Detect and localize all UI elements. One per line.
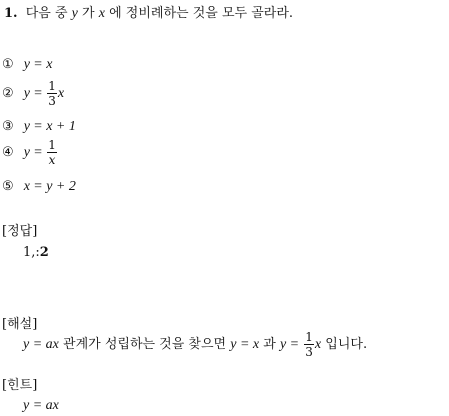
option-4 — [2, 139, 58, 166]
option-fraction — [47, 80, 57, 107]
option-lhs: x — [23, 179, 31, 194]
hint-label: [힌트] — [2, 378, 38, 393]
option-lhs: y — [23, 57, 31, 72]
option-rhs: x — [46, 57, 53, 72]
option-lhs: y — [23, 86, 31, 101]
option-1 — [2, 57, 52, 73]
question-text-ga: 가 — [82, 6, 95, 21]
option-eq: = — [34, 57, 43, 72]
option-5 — [2, 179, 76, 195]
explanation-fraction — [304, 331, 314, 358]
answer-value — [23, 245, 49, 260]
option-rhs: y + 2 — [46, 179, 76, 194]
option-eq: = — [34, 119, 43, 134]
question-var-y: y — [71, 6, 78, 21]
option-rhs: x + 1 — [46, 119, 76, 134]
explanation-expr-3-lhs: y = — [279, 337, 300, 352]
option-rhs: x — [57, 86, 65, 101]
fraction-denominator: 3 — [305, 345, 313, 359]
option-lhs: y — [23, 119, 31, 134]
option-mark: ③ — [2, 119, 14, 134]
option-lhs: y — [23, 145, 31, 160]
fraction-denominator: 3 — [48, 94, 56, 108]
fraction-numerator: 1 — [48, 138, 56, 152]
option-eq: = — [34, 179, 43, 194]
explanation-label: [해설] — [2, 317, 38, 332]
hint-line — [23, 398, 59, 414]
question-text-after: 에 정비례하는 것을 모두 골라라. — [109, 6, 294, 21]
option-eq: = — [34, 145, 43, 160]
question-text-before: 다음 중 — [25, 6, 68, 21]
option-mark: ⑤ — [2, 179, 14, 194]
answer-label: [정답] — [2, 224, 38, 239]
explanation-text-1: 관계가 성립하는 것을 찾으면 — [63, 337, 227, 352]
fraction-denominator: x — [48, 153, 56, 167]
explanation-text-2: 과 — [263, 337, 276, 352]
fraction-numerator: 1 — [48, 79, 56, 93]
option-mark: ② — [2, 86, 14, 101]
option-2 — [2, 80, 64, 107]
option-3 — [2, 119, 76, 135]
explanation-expr-3-rhs: x — [314, 337, 322, 352]
fraction-numerator: 1 — [305, 330, 313, 344]
option-mark: ① — [2, 57, 14, 72]
option-eq: = — [34, 86, 43, 101]
question-number: 1. — [4, 6, 18, 21]
answer-value-plain: 1,: — [23, 245, 40, 260]
hint-expr: y = ax — [23, 398, 59, 413]
answer-value-bold: 2 — [39, 245, 49, 260]
option-fraction — [47, 139, 57, 166]
explanation-text-3: 입니다. — [325, 337, 368, 352]
explanation-line — [23, 327, 367, 363]
question-var-x: x — [98, 6, 105, 21]
explanation-expr-2: y = x — [230, 337, 260, 352]
option-mark: ④ — [2, 145, 14, 160]
explanation-expr-1: y = ax — [23, 337, 59, 352]
question-line — [4, 2, 293, 22]
